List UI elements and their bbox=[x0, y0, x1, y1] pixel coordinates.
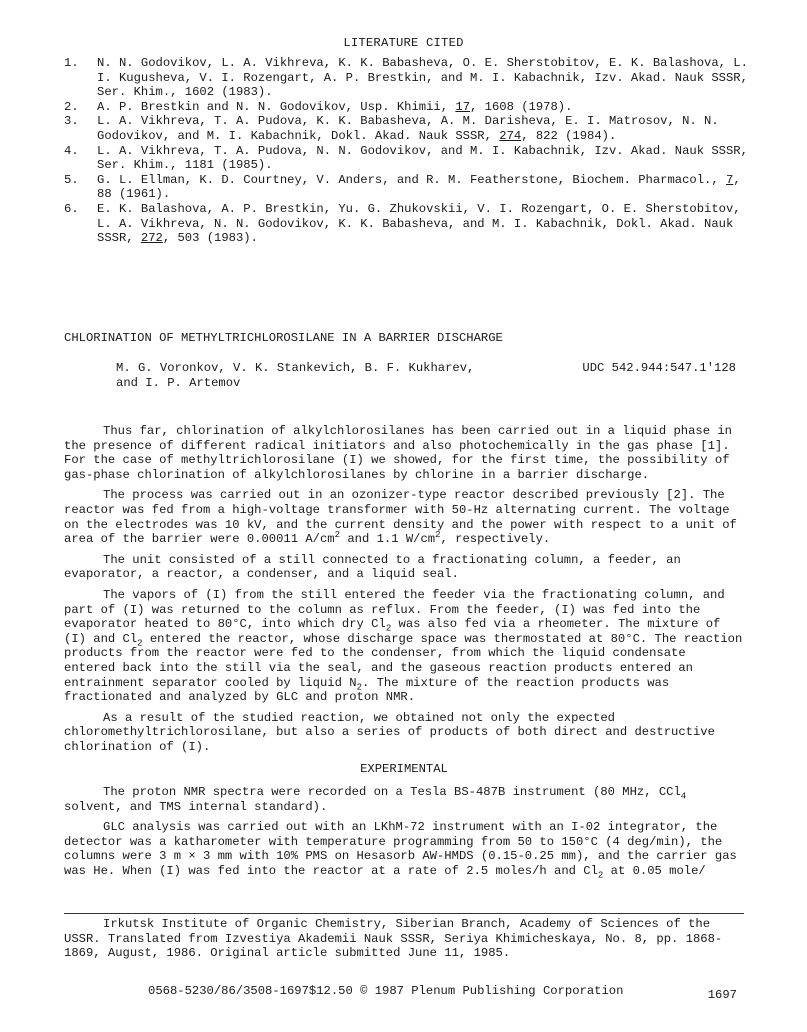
reference-text-part: E. K. Balashova, A. P. Brestkin, Yu. G. Zhukovskii, V. I. Rozengart, O. E. Sherstobitov, L. A. Vikhreva, N. N. Godovikov, K. K. Babasheva, and M. I. Kabachnik, Dokl. Akad. Nauk SSSR, bbox=[97, 201, 748, 246]
paragraph: As a result of the studied reaction, we obtained not only the expected chloromethyltrichlorosilane, but also a series of products of both direct and destructive chlorination of (I). bbox=[64, 710, 723, 754]
superscript: 2 bbox=[435, 530, 441, 541]
paragraph: Thus far, chlorination of alkylchlorosilanes has been carried out in a liquid phase in the presence of different radical initiators and also photochemically in the gas phase [1]. For the case of methyltrichlorosilane (I) we showed, for the first time, the possibility of gas-phase chlorination of alkylchlorosilanes by chlorine in a barrier discharge. bbox=[64, 424, 740, 482]
paragraph-text: solvent, and TMS internal standard). bbox=[64, 785, 694, 814]
reference-text-part: , 503 (1983). bbox=[162, 231, 258, 246]
volume-number: 274 bbox=[499, 128, 522, 143]
section-heading-experimental: EXPERIMENTAL bbox=[360, 762, 448, 777]
page-number: 1697 bbox=[707, 988, 737, 1002]
reference-number: 1. bbox=[64, 56, 79, 70]
paragraph-text: and 1.1 W/cm bbox=[340, 532, 436, 547]
reference-text bbox=[97, 173, 754, 202]
paragraph: The unit consisted of a still connected to a fractionating column, a feeder, an evaporator, a reactor, a condenser, and a liquid seal. bbox=[64, 552, 689, 582]
subscript: 2 bbox=[137, 638, 143, 649]
reference-item bbox=[64, 173, 754, 202]
paragraph-text: The vapors of (I) from the still entered the feeder via the fractionating column, and part of (I) was returned to the column as reflux. From the feeder, (I) was fed into the evaporator heated to 80°C, into which dry Cl bbox=[64, 587, 732, 632]
volume-number: 272 bbox=[140, 231, 163, 246]
udc-code: UDC 542.944:547.1'128 bbox=[582, 361, 736, 375]
paragraph bbox=[64, 820, 745, 881]
article-title: CHLORINATION OF METHYLTRICHLOROSILANE IN A BARRIER DISCHARGE bbox=[64, 331, 503, 345]
paragraph-text: was also fed via a rheometer. The mixture of (I) and Cl bbox=[64, 617, 728, 646]
footnote-divider bbox=[64, 913, 744, 914]
paragraph-text: The proton NMR spectra were recorded on a Tesla BS-487B instrument (80 MHz, CCl bbox=[103, 785, 681, 800]
paragraph-text: The process was carried out in an ozonizer-type reactor described previously [2]. The reactor was fed from a high-voltage transformer with 50-Hz alternating current. The voltage on the electrodes was 10 kV, and the current density and the power with respect to a unit of area of the barrier were 0.00011 A/cm bbox=[64, 488, 745, 547]
literature-cited-heading: LITERATURE CITED bbox=[343, 36, 464, 50]
author-list: M. G. Voronkov, V. K. Stankevich, B. F. Kukharev, and I. P. Artemov bbox=[116, 361, 475, 390]
reference-item bbox=[64, 202, 754, 246]
reference-number: 5. bbox=[64, 172, 79, 187]
reference-text bbox=[97, 114, 754, 143]
reference-number: 2. bbox=[64, 99, 79, 114]
subscript: 4 bbox=[680, 791, 687, 802]
subscript: 2 bbox=[356, 681, 362, 692]
superscript: 2 bbox=[334, 530, 341, 541]
paragraph-text: . The mixture of the reaction products was fractionated and analyzed by GLC and proton NMR. bbox=[64, 675, 677, 705]
paragraph bbox=[64, 488, 744, 546]
reference-text: N. N. Godovikov, L. A. Vikhreva, K. K. Babasheva, O. E. Sherstobitov, E. K. Balashova, L. I. Kugusheva, V. I. Rozengart, A. P. Brestkin, and M. I. Kabachnik, Izv. Akad. Nauk SSSR, Ser. Khim., 1602 (1983). bbox=[97, 56, 756, 100]
reference-text-part: L. A. Vikhreva, T. A. Pudova, K. K. Babasheva, A. M. Darisheva, E. I. Matrosov, N. N. Godovikov, and M. I. Kabachnik, Dokl. Akad. Nauk SSSR, bbox=[97, 114, 726, 143]
volume-number: 7 bbox=[725, 172, 734, 187]
reference-list bbox=[64, 56, 754, 246]
reference-item bbox=[64, 114, 754, 143]
paragraph-text: at 0.05 mole/ bbox=[603, 864, 706, 879]
reference-item bbox=[64, 144, 754, 173]
reference-text: L. A. Vikhreva, T. A. Pudova, N. N. Godovikov, and M. I. Kabachnik, Izv. Akad. Nauk SSSR, Ser. Khim., 1181 (1985). bbox=[97, 143, 756, 173]
reference-item bbox=[64, 56, 754, 100]
reference-text-part: , 822 (1984). bbox=[521, 128, 617, 143]
subscript: 2 bbox=[385, 623, 392, 634]
reference-number: 4. bbox=[64, 143, 79, 158]
reference-text-part: A. P. Brestkin and N. N. Godovikov, Usp. Khimii, bbox=[97, 99, 456, 114]
subscript: 2 bbox=[597, 870, 604, 881]
paragraph-text: entered the reactor, whose discharge space was thermostated at 80°C. The reaction products from the reactor were fed to the condenser, from which the liquid condensate entered back into the still via the seal, and the gaseous reaction products entered an entrainment separator cooled by liquid N bbox=[64, 631, 750, 690]
reference-number: 3. bbox=[64, 114, 79, 129]
reference-text bbox=[97, 100, 754, 115]
article-body bbox=[64, 424, 750, 885]
paragraph-text: GLC analysis was carried out with an LKhM-72 instrument with an I-02 integrator, the detector was a katharometer with temperature programming from 50 to 150°C (4 deg/min), the columns were 3 m × 3 mm with 10% PMS on Hesasorb AW-HMDS (0.15-0.25 mm), and the carrier gas was He. When (I) was fed into the reactor at a rate of 2.5 moles/h and Cl bbox=[64, 820, 745, 879]
footnote: Irkutsk Institute of Organic Chemistry, Siberian Branch, Academy of Sciences of the USSR. Translated from Izvestiya Akademii Nauk SSSR, Seriya Khimicheskaya, No. 8, pp. 1868-1869, August, 1986. Original article submitted June 11, 1985. bbox=[64, 917, 723, 961]
reference-text-part: , 1608 (1978). bbox=[470, 99, 573, 114]
volume-number: 17 bbox=[455, 99, 471, 114]
reference-number: 6. bbox=[64, 201, 79, 216]
paragraph-text: , respectively. bbox=[440, 532, 551, 547]
paragraph bbox=[64, 587, 750, 705]
reference-text bbox=[97, 202, 754, 246]
reference-text-part: , 88 (1961). bbox=[97, 172, 748, 202]
copyright-line: 0568-5230/86/3508-1697$12.50 © 1987 Plenum Publishing Corporation bbox=[148, 984, 624, 998]
paragraph bbox=[64, 785, 744, 814]
reference-item bbox=[64, 100, 754, 115]
reference-text-part: G. L. Ellman, K. D. Courtney, V. Anders, and R. M. Featherstone, Biochem. Pharmacol., bbox=[97, 172, 726, 187]
